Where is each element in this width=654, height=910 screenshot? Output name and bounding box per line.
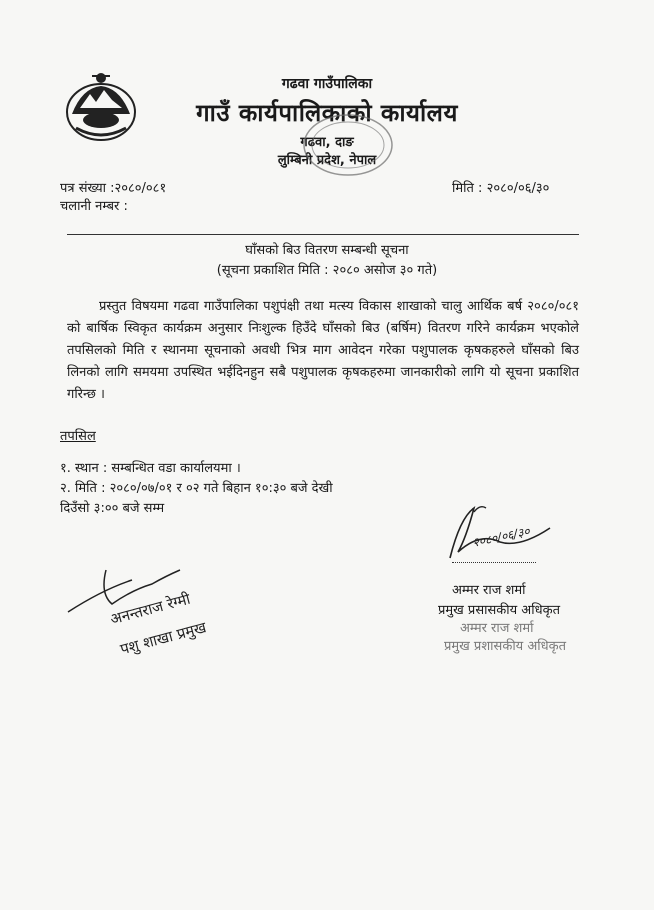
- location-line-2: लुम्बिनी प्रदेश, नेपाल: [277, 153, 377, 168]
- right-stamp-name: अम्मर राज शर्मा: [460, 621, 534, 636]
- details-heading: तपसिल: [60, 429, 96, 444]
- letter-number: पत्र संख्या :२०८०/०८१: [60, 181, 167, 196]
- left-signatory-designation: पशु शाखा प्रमुख: [118, 618, 209, 659]
- office-title: गाउँ कार्यपालिकाको कार्यालय: [196, 99, 458, 127]
- municipality-name: गढवा गाउँपालिका: [281, 76, 373, 92]
- letter-date: मिति : २०८०/०६/३०: [452, 181, 550, 196]
- notice-title: घाँसको बिउ वितरण सम्बन्धी सूचना: [245, 243, 409, 258]
- right-signatory-designation: प्रमुख प्रसासकीय अधिकृत: [438, 603, 560, 618]
- details-item-location: १. स्थान : सम्बन्धित वडा कार्यालयमा ।: [60, 461, 241, 476]
- office-seal-stamp: [300, 110, 396, 180]
- right-signatory-name: अम्मर राज शर्मा: [452, 583, 526, 598]
- details-item-time: दिउँसो ३:०० बजे सम्म: [60, 501, 165, 516]
- notice-body: प्रस्तुत विषयमा गढवा गाउँपालिका पशुपंक्षी तथा मत्स्य विकास शाखाको चालु आर्थिक बर्ष २०८०/०८१ को बार्षिक स्विकृत कार्यक्रम अनुसार निःशुल्क हिउँदे घाँसको बिउ (बर्षिम) वितरण गरिने कार्यक्रम भएकोले तपसिलको मिति र स्थानमा सूचनाको अवधी भित्र माग आवेदन गरेका पशुपालक कृषकहरुले घाँसको बिउ लिनको लागि समयमा उपस्थित भईदिनहुन सबै पशुपालक कृषकहरुमा जानकारीको लागि यो सूचना प्रकाशित गरिन्छ ।: [67, 299, 579, 402]
- location-line-1: गढवा, दाङ: [300, 135, 354, 150]
- details-item-date: २. मिति : २०८०/०७/०१ र ०२ गते बिहान १०:३० बजे देखी: [60, 481, 333, 496]
- right-signature-date: २०८०/०६/३०: [471, 524, 531, 550]
- right-stamp-designation: प्रमुख प्रशासकीय अधिकृत: [444, 639, 567, 654]
- notice-published-date: (सूचना प्रकाशित मिति : २०८० असोज ३० गते): [216, 263, 438, 278]
- left-signatory-name: अनन्तराज रेग्मी: [108, 589, 193, 629]
- header-divider: [67, 234, 579, 235]
- dispatch-number: चलानी नम्बर :: [60, 199, 128, 214]
- signature-line: [452, 562, 536, 563]
